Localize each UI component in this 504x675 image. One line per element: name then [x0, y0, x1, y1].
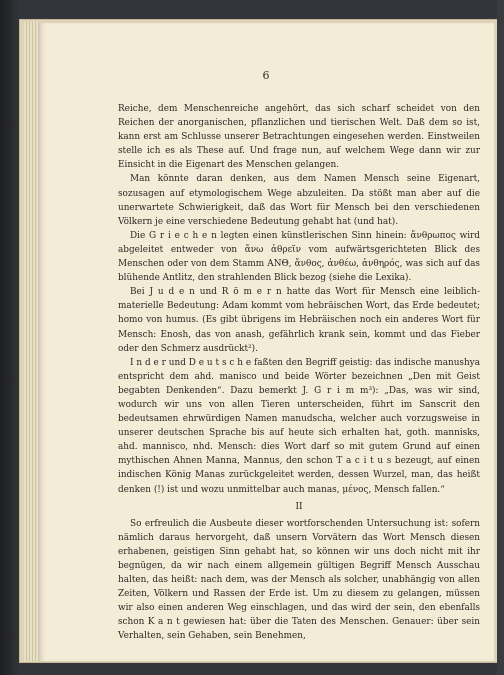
paragraph-conclusion: So erfreulich die Ausbeute dieser wortforschenden Untersuchung ist: sofern nämlich daraus hervorgeht, daß unsern Vorvätern das Wort Mensch diesen erhabenen, geistigen Sinn gehabt hat, so können wir uns doch nicht mit ihr begnügen, da wir nach einem allgemein gültigen Begriff Mensch Ausschau halten, das heißt: nach dem, was der Mensch als solcher, unabhängig von allen Zeiten, Völkern und Rassen der Erde ist. Um zu diesem zu gelangen, müssen wir also einen anderen Weg einschlagen, und das wird der sein, den ebenfalls schon K a n t gewiesen hat: über die Taten des Menschen. Genauer: über sein Verhalten, sein Gehaben, sein Benehmen, — [118, 518, 480, 642]
paragraph-continuation: Reiche, dem Menschenreiche angehört, das sich scharf scheidet von den Reichen der anorganischen, pflanzlichen und tierischen Welt. Daß dem so ist, kann erst am Schlusse unserer Betrachtungen eingesehen werden. Einstweilen stelle ich es als These auf. Und frage nun, auf welchem Wege dann wir zur Einsicht in die Eigenart des Menschen gelangen. — [118, 104, 480, 171]
page-number: 6 — [262, 69, 270, 82]
book-page — [38, 23, 494, 661]
paragraph-greeks: Die G r i e c h e n legten einen künstlerischen Sinn hinein: ἄνθρωπος wird abgeleitet entweder von ἄνω ἀθρεῖν vom aufwärtsgerichteten Blick des Menschen oder von dem Stamm ΑΝΘ, ἄνθος, ἀνθέω, ἀνθηρός, was sich auf das blühende Antlitz, den strahlenden Blick bezog (siehe die Lexika). — [118, 230, 480, 284]
paragraph-jews-romans: Bei J u d e n und R ö m e r n hatte das Wort für Mensch eine leiblich-materielle Bedeutung: Adam kommt vom hebräischen Wort, das Erde bedeutet; homo von humus. (Es gibt übrigens im Hebräischen noch ein anderes Wort für Mensch: Enosh, das von anash, gefährlich krank sein, kommt und das Fieber oder den Schmerz ausdrückt²). — [118, 287, 480, 354]
paragraph-indians-germans: I n d e r und D e u t s c h e faßten den Begriff geistig: das indische manushya entspricht dem ahd. manisco und beide Wörter bezeichnen „Den mit Geist begabten Denkenden“. Dazu bemerkt J. G r i m m³): „Das, was wir sind, wodurch wir uns von allen Tieren unterscheiden, führt im Sanscrit den bedeutsamen ehrwürdigen Namen manudscha, welcher auch vorzugsweise in unserer deutschen Sprache bis auf heute sich erhalten hat, goth. mannisks, ahd. mannisco, nhd. Mensch: dies Wort darf so mit gutem Grund auf einen mythischen Ahnen Manna, Mannus, den schon T a c i t u s bezeugt, auf einen indischen König Manas zurückgeleitet werden, dessen Wurzel, man, das heißt denken (!) ist und wozu unmittelbar auch manas, μένος, Mensch fallen.“ — [118, 357, 480, 495]
section-number: II — [295, 501, 303, 512]
body-text — [118, 102, 480, 644]
paragraph-etymology: Man könnte daran denken, aus dem Namen Mensch seine Eigenart, sozusagen auf etymologischem Wege abzuleiten. Da stößt man aber auf die unerwartete Schwierigkeit, daß das Wort für Mensch bei den verschiedenen Völkern je eine verschiedene Bedeutung gehabt hat (und hat). — [118, 174, 480, 227]
scanner-edge-strip — [497, 0, 504, 675]
